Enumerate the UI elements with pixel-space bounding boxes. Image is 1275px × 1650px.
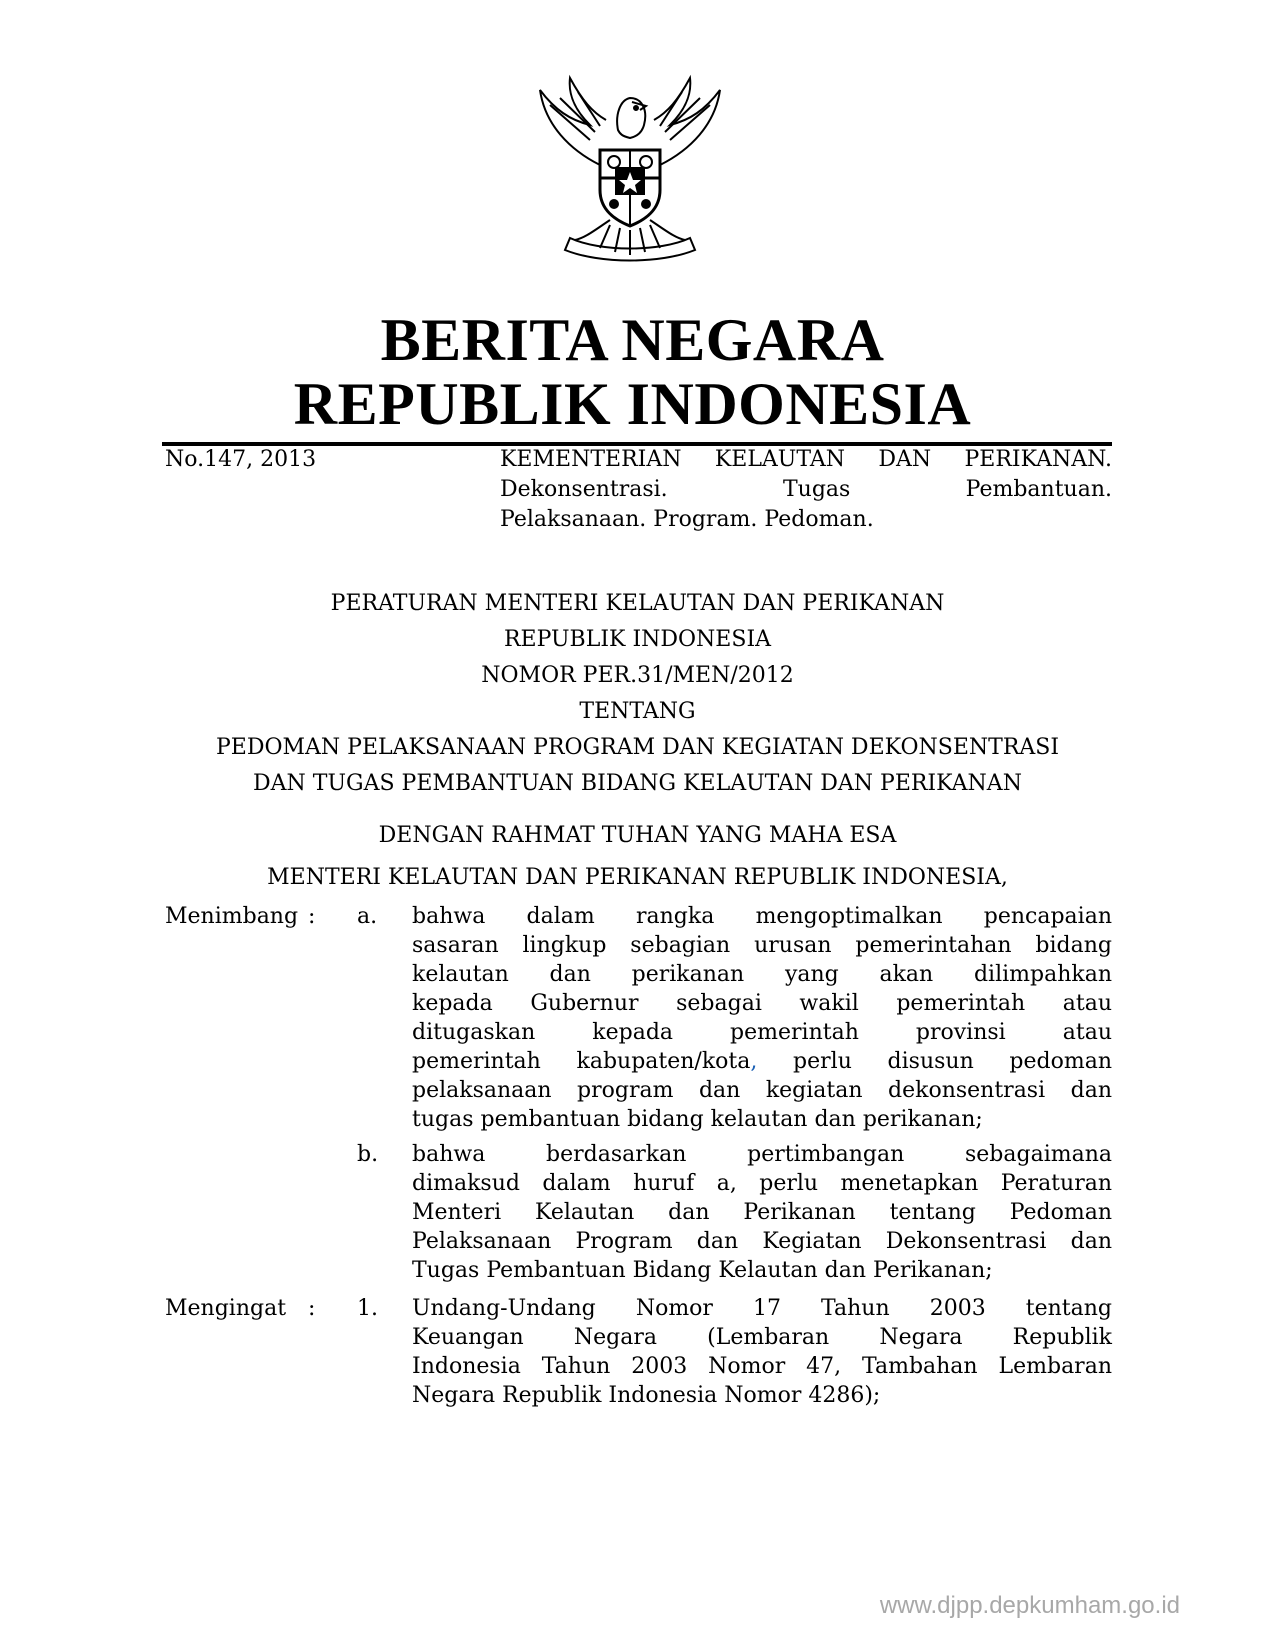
gazette-number: No.147, 2013 [165,447,317,472]
menimbang-item-a [412,902,1112,1134]
regulation-title [120,586,1155,802]
mengingat-colon: : [308,1296,316,1321]
para-line: tugas pembantuan bidang kelautan dan perikanan; [412,1107,983,1132]
para-line: Keuangan Negara (Lembaran Negara Republik [412,1325,1112,1350]
para-line: Undang-Undang Nomor 17 Tahun 2003 tentang [412,1296,1112,1321]
para-line: sasaran lingkup sebagian urusan pemerintahan bidang [412,933,1112,958]
para-line: Pelaksanaan Program dan Kegiatan Dekonsentrasi dan [412,1229,1112,1254]
title-line: DAN TUGAS PEMBANTUAN BIDANG KELAUTAN DAN PERIKANAN [253,771,1022,796]
para-text: , [750,1049,758,1074]
para-line: kepada Gubernur sebagai wakil pemerintah atau [412,991,1112,1016]
opening-line: MENTERI KELAUTAN DAN PERIKANAN REPUBLIK INDONESIA, [267,865,1008,890]
para-line: bahwa berdasarkan pertimbangan sebagaimana [412,1142,1112,1167]
para-line [412,1047,1112,1076]
para-line: pelaksanaan program dan kegiatan dekonsentrasi dan [412,1078,1112,1103]
subject-line: Pelaksanaan. Program. Pedoman. [500,507,874,532]
para-line: ditugaskan kepada pemerintah provinsi atau [412,1020,1112,1045]
item-marker: a. [357,904,378,929]
para-text: pemerintah kabupaten/kota [412,1049,751,1074]
title-line: REPUBLIK INDONESIA [503,627,772,652]
para-line: Tugas Pembantuan Bidang Kelautan dan Perikanan; [412,1258,993,1283]
title-line: TENTANG [579,699,696,724]
title-line: PERATURAN MENTERI KELAUTAN DAN PERIKANAN [330,591,945,616]
mengingat-item-1 [412,1294,1112,1410]
opening-formula [120,818,1155,902]
subject-line: KEMENTERIAN KELAUTAN DAN PERIKANAN. [500,447,1112,472]
para-line: dimaksud dalam huruf a, perlu menetapkan Peraturan [412,1171,1112,1196]
mengingat-label: Mengingat [165,1296,287,1321]
para-line: Menteri Kelautan dan Perikanan tentang Pedoman [412,1200,1112,1225]
title-line: NOMOR PER.31/MEN/2012 [481,663,794,688]
source-watermark: www.djpp.depkumham.go.id [879,1592,1180,1619]
subject-line: Dekonsentrasi. Tugas Pembantuan. [500,477,1112,502]
menimbang-item-b [412,1140,1112,1285]
menimbang-colon: : [308,904,316,929]
masthead-title: BERITA NEGARA [380,307,885,373]
para-line: Negara Republik Indonesia Nomor 4286); [412,1383,881,1408]
title-line: PEDOMAN PELAKSANAAN PROGRAM DAN KEGIATAN DEKONSENTRASI [215,735,1060,760]
para-line: bahwa dalam rangka mengoptimalkan pencapaian [412,904,1112,929]
para-line: Indonesia Tahun 2003 Nomor 47, Tambahan Lembaran [412,1354,1112,1379]
opening-line: DENGAN RAHMAT TUHAN YANG MAHA ESA [378,823,897,848]
garuda-emblem [530,70,730,270]
menimbang-label: Menimbang [165,904,299,929]
masthead-subtitle: REPUBLIK INDONESIA [293,371,972,437]
para-line: kelautan dan perikanan yang akan dilimpahkan [412,962,1112,987]
gazette-subject [500,445,1112,535]
para-text: perlu disusun pedoman [757,1049,1112,1074]
item-marker: b. [357,1142,379,1167]
item-marker: 1. [357,1296,378,1321]
